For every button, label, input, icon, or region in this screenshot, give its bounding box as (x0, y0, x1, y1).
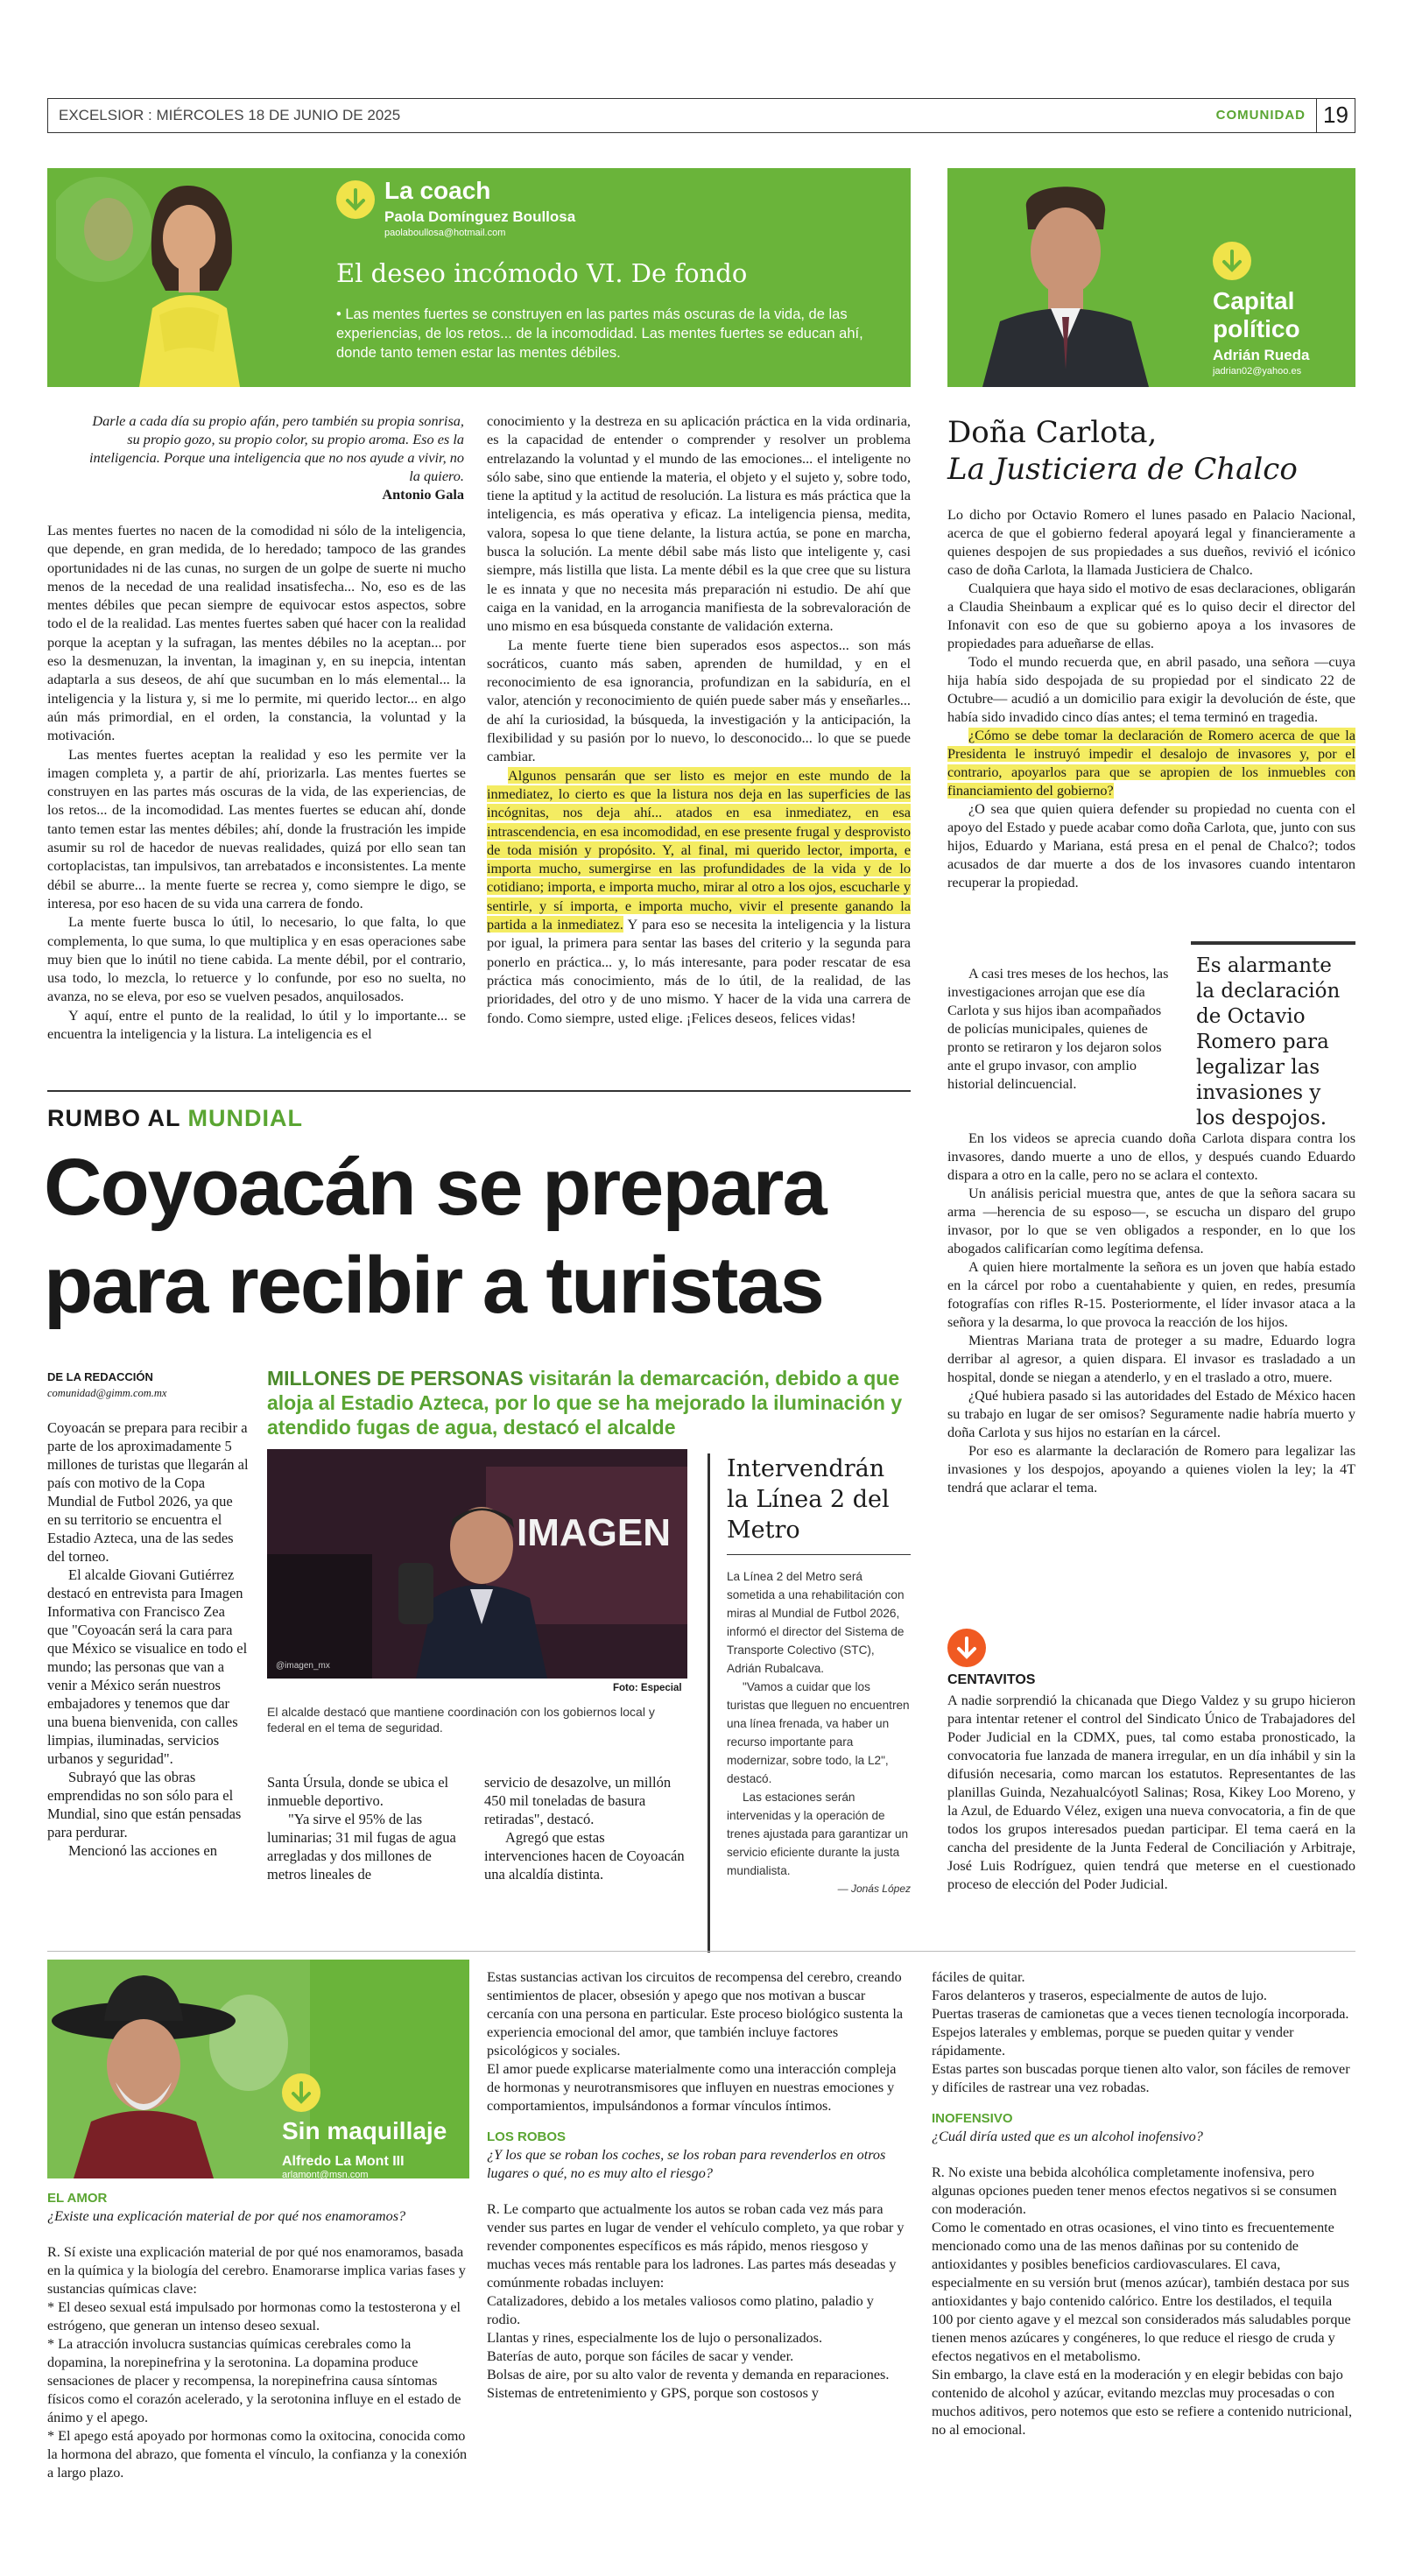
mundial-column-3 (484, 1773, 687, 1883)
column-name: Capital político (1213, 287, 1300, 342)
headline (44, 1138, 911, 1334)
paragraph: A nadie sorprendió la chicanada que Diego Valdez y su grupo hicieron para intentar retener el control del Sindicato Único de Trabajadores del Poder Judicial en la CDMX, pues, tal como estaba pronosticado, la convocatoria fue lanzada de manera irregular, en un día inhábil y sin la difusión necesaria, como marcan los estatutos. Representantes de las planillas Guinda, Nezahualcóyotl Salinas; Rosa, Kikey Loo Moreno, y la Azul, de Eduardo Vélez, exigen una nueva convocatoria, a fin de que todos los grupos interesados puedan participar. El tema caerá en la cancha del presidente de la Junta Federal de Conciliación y Arbitraje, José Luis Rodríguez, quien tendrá que meterse en el cuestionado proceso de elección del Poder Judicial. (947, 1693, 1355, 1892)
centavitos-label: CENTAVITOS (947, 1672, 1036, 1687)
section-kicker (47, 1105, 303, 1132)
title-line-2: La Justiciera de Chalco (947, 452, 1298, 487)
sinmaquillaje-banner (47, 1960, 469, 2178)
pull-quote (1191, 941, 1355, 1131)
paragraph: Cualquiera que haya sido el motivo de esas declaraciones, obligarán a Claudia Sheinbaum a explicar qué es lo quiso decir el director del Infonavit con eso de que su gobierno apoya a los invasores de propiedades para adueñarse de ellas. (947, 581, 1355, 651)
page-header (47, 98, 1355, 133)
amor-heading: EL AMOR (47, 2191, 108, 2206)
column-name: Sin maquillaje (282, 2117, 447, 2144)
byline: DE LA REDACCIÓN (47, 1370, 153, 1383)
list-item: Espejos laterales y emblemas, porque se pueden quitar y vender rápidamente. (932, 2024, 1294, 2059)
paragraph: ¿O sea que quien quiera defender su propiedad no cuenta con el apoyo del Estado y puede acabar como doña Carlota, que, junto con sus hijos, Eduardo y Mariana, está presa en el penal de Chalco?; todos acusados de dar muerte a dos de los invasores cuando intentaron recuperar la propiedad. (947, 801, 1355, 890)
author-name: Alfredo La Mont III (282, 2154, 405, 2169)
amor-bullet: * La atracción involucra sustancias químicas cerebrales como la dopamina, la norepinefrina y la serotonina. La dopamina produce sensaciones de placer y recompensa, la norepinefrina causa síntomas físicos como el corazón acelerado, y la serotonina influye en el estado de ánimo y el apego. (47, 2336, 461, 2425)
divider (47, 1090, 911, 1092)
epigraph-author: Antonio Gala (382, 486, 464, 503)
robos-answer: R. Le comparto que actualmente los autos se roban cada vez más para vender sus partes en lugar de vender el vehículo completo, ya que robar y revender componentes específicos es más rápido, menos riesgoso y muchas veces más rentable para los ladrones. Las partes más deseadas y comúnmente robadas incluyen: (487, 2201, 905, 2291)
inofensivo-answer: R. No existe una bebida alcohólica completamente inofensiva, pero algunas opciones pueden tener menos efectos negativos si se consumen con moderación. (932, 2164, 1337, 2217)
screen-word: IMAGEN (517, 1511, 671, 1554)
deck-lead: MILLONES DE PERSONAS (267, 1367, 524, 1390)
list-item: Estas partes son buscadas porque tienen alto valor, son fáciles de remover y difíciles de rastrear una vez robadas. (932, 2061, 1350, 2095)
capital-banner (947, 168, 1355, 387)
author-email: jadrian02@yahoo.es (1213, 366, 1302, 377)
sinmaquillaje-photo (47, 1960, 310, 2178)
capital-body-narrow (947, 965, 1177, 1094)
paragraph: La mente fuerte tiene bien superados esos aspectos... son más socráticos, cuanto más saben, aprenden de humildad, y en el reconocimiento de esa ignorancia, profundizan en la sabiduría, en el valor, atención y reconocimiento de quién puede saber más y enseñarles... de ahí la curiosidad, la búsqueda, la investigación y la anticipación, la flexibilidad y su pasión por lo nuevo, lo desconocido... lo que se puede cambiar. (487, 636, 911, 765)
kicker-text: RUMBO AL (47, 1105, 180, 1131)
coach-photo (56, 168, 319, 387)
highlighted-text: Algunos pensarán que ser listo es mejor en este mundo de la inmediatez, lo cierto es que la listura nos deja en las superficies de las incógnitas, nos deja ahí... atados en esa inmediatez, en esa intrascendencia, en esa incomodidad, en ese presente frugal y desprovisto de toda misión y propósito. Y, al final, mi querido lector, importa, e importa mucho, sumergirse en las profundidades de la vida y de lo cotidiano; importa, e importa mucho, mirar al otro a los ojos, escucharle y sentirle, y sí importa, e importa mucho, vivir el presente ganando la partida a la inmediatez. (487, 766, 911, 933)
paragraph: conocimiento y la destreza en su aplicación práctica en la vida ordinaria, es la capacidad de entender o comprender y resolver un problema entrelazando la voluntad y el mundo de las emociones... el inteligente no sólo sabe, sino que entiende la materia, el objeto y el sujeto y, sobre todo, tiene la aptitud y la actitud de resolución. La listura es más práctica que la inteligencia, es más operativa y eficaz. La inteligencia piensa, medita, valora, sopesa lo que tiene delante, la listura actúa, se pone en marcha, busca la solución. La mente débil sabe más listo que inteligente y, casi siempre, más listilla que lista. La mente débil es la que cree que su listura le es innata y que no necesita más preparación ni estudio. De ahí que caiga en la vanidad, en la arrogancia manifiesta de la sobrevaloración de uno mismo en esa búsqueda constante de validación externa. (487, 412, 911, 635)
arrow-down-icon (336, 180, 375, 219)
coach-column-2 (487, 412, 911, 1027)
article-photo (267, 1449, 687, 1679)
list-item: Bolsas de aire, por su alto valor de reventa y demanda en reparaciones. (487, 2367, 890, 2382)
highlighted-text: ¿Cómo se debe tomar la declaración de Romero acerca de que la Presidenta le instruyó impedir el desalojo de invasores y, por el contrario, apoyarlos para que se apropien de los inmuebles con financiamiento del gobierno? (947, 728, 1355, 799)
paragraph: servicio de desazolve, un millón 450 mil toneladas de basura retiradas", destacó. (484, 1774, 672, 1827)
paragraph: El amor puede explicarse materialmente como una interacción compleja de hormonas y neurotransmisores que influyen en nuestras emociones y comportamientos, impulsándonos a formar vínculos íntimos. (487, 2061, 897, 2114)
paragraph: El alcalde Giovani Gutiérrez destacó en entrevista para Imagen Informativa con Francisco Zea que "Coyoacán será la cara para que México se visualice en todo el mundo; las personas que van a venir a México serán nuestros embajadores y tenemos que dar una buena bienvenida, con calles limpias, iluminadas, servicios urbanos y seguridad". (47, 1566, 248, 1767)
paragraph: A casi tres meses de los hechos, las investigaciones arrojan que ese día Carlota y sus hijos iban acompañados de policías municipales, quienes de pronto se retiraron y los dejaron solos ante el grupo invasor, con amplio historial delincuencial. (947, 966, 1169, 1092)
edition-date: EXCELSIOR : MIÉRCOLES 18 DE JUNIO DE 2025 (59, 107, 401, 123)
sidebar-credit: — Jonás López (837, 1883, 911, 1895)
page-number: 19 (1316, 98, 1355, 133)
paragraph: Subrayó que las obras emprendidas no son sólo para el Mundial, sino que están pensadas para perdurar. (47, 1769, 242, 1841)
paragraph: Sin embargo, la clave está en la moderación y en elegir bebidas con bajo contenido de alcohol y azúcar, evitando mezclas muy procesadas o con muchos aditivos, pero notemos que esto se refiere a contenido nutricional, no al emocional. (932, 2367, 1353, 2438)
inofensivo-question: ¿Cuál diría usted que es un alcohol inofensivo? (932, 2129, 1203, 2144)
byline-email: comunidad@gimm.com.mx (47, 1387, 167, 1399)
paragraph: Coyoacán se prepara para recibir a parte de los aproximadamente 5 millones de turistas que llegarán al país con motivo de la Copa Mundial de Futbol 2026, ya que en su territorio se encuentra el Estadio Azteca, una de las sedes del torneo. (47, 1419, 249, 1565)
bottom-divider (47, 1951, 1355, 1952)
headline-line-1: Coyoacán se prepara (44, 1143, 826, 1232)
article-deck (267, 1366, 906, 1439)
amor-question: ¿Existe una explicación material de por qué nos enamoramos? (47, 2208, 406, 2224)
mundial-column-2 (267, 1773, 470, 1883)
paragraph: Por eso es alarmante la declaración de Romero para legalizar las invasiones y los despojos, apoyando a quienes violen la ley; la 4T tendrá que aclarar el tema. (947, 1443, 1355, 1496)
paragraph: Santa Úrsula, donde se ubica el inmueble deportivo. (267, 1774, 449, 1809)
paragraph: ¿Qué hubiera pasado si las autoridades del Estado de México hacen su trabajo en lugar de ser omisos? Seguramente nadie habría muerto y doña Carlota y sus hijos no estarían en la cárcel. (947, 1388, 1355, 1440)
title-line-1: Doña Carlota, (947, 415, 1158, 450)
amor-bullet: * El apego está apoyado por hormonas como la oxitocina, conocida como la hormona del abrazo, que fomenta el vínculo, la confianza y la conexión a largo plazo. (47, 2428, 468, 2481)
author-email: paolaboullosa@hotmail.com (384, 228, 506, 238)
paragraph: En los videos se aprecia cuando doña Carlota dispara contra los invasores, dando muerte a uno de ellos, y después cuando Eduardo dispara a otro en la calle, pero no se aclara el contexto. (947, 1130, 1355, 1183)
paragraph: Y aquí, entre el punto de la realidad, lo útil y lo importante... se encuentra la inteligencia y la listura. La inteligencia es el (47, 1006, 466, 1043)
list-item: Puertas traseras de camionetas que a veces tienen tecnología incorporada. (932, 2006, 1349, 2022)
mundial-column-1 (47, 1418, 249, 1860)
paragraph: Todo el mundo recuerda que, en abril pasado, una señora —cuya hija había sido despojada de su propiedad por el sindicato 22 de Octubre— acudió a un domicilio para exigir la devolución de éste, que había sido invadido cinco días antes; el tema terminó en tragedia. (947, 654, 1355, 725)
arrow-down-icon (1213, 242, 1251, 280)
paragraph-end: Y para eso se necesita la inteligencia y la listura por igual, la primera para sentar las bases del criterio y la segunda para ponerlo en práctica... y, lo más interesante, para poder rescatar de esa práctica más conocimiento, más de lo útil, de la realidad, de las prioridades, del otro y de uno mismo. Y hacer de la vida una carrera de fondo. Como siempre, usted elige. ¡Felices deseos, felices vidas! (487, 916, 911, 1026)
list-item: Sistemas de entretenimiento y GPS, porque son costosos y (487, 2385, 820, 2401)
sidebar-title: Intervendrán la Línea 2 del Metro (727, 1455, 890, 1544)
photo-caption: El alcalde destacó que mantiene coordinación con los gobiernos local y federal en el tema de seguridad. (267, 1705, 655, 1735)
author-email: arlamont@msn.com (282, 2170, 369, 2180)
paragraph: A quien hiere mortalmente la señora es un joven que había estado en la cárcel por robo a cuentahabiente y quien, en redes, presumía fotografías con rifles R-15. Posteriormente, el líder invasor ataca a la señora y la desarma, lo que provoca la reacción de los hijos. (947, 1259, 1355, 1330)
sinmaquillaje-column-1 (47, 2189, 469, 2482)
paragraph: Como le comentado en otras ocasiones, el vino tinto es frecuentemente mencionado como una de las menos dañinas por su contenido de antioxidantes y posibles beneficios cardiovasculares. El cava, especialmente en su versión brut (menos azúcar), también destaca por sus antioxidantes y bajo contenido calórico. Entre los destilados, el tequila 100 por ciento agave y el mezcal son considerados más saludables porque tienen menos azúcares y congéneres, lo que reduce el riesgo de cruda y efectos negativos en el metabolismo. (932, 2220, 1351, 2364)
inofensivo-heading: INOFENSIVO (932, 2111, 1013, 2126)
paragraph: La Línea 2 del Metro será sometida a una rehabilitación con miras al Mundial de Futbol 2026, informó el director del Sistema de Transporte Colectivo (STC), Adrián Rubalcava. (727, 1570, 905, 1675)
capital-title (947, 414, 1355, 488)
sidebar-title-rule (727, 1554, 911, 1555)
article-title: El deseo incómodo VI. De fondo (336, 258, 748, 288)
capital-photo (947, 168, 1184, 387)
paragraph: Mencionó las acciones en (68, 1842, 217, 1859)
amor-bullet: * El deseo sexual está impulsado por hormonas como la testosterona y el estrógeno, que generan un intenso deseo sexual. (47, 2299, 461, 2333)
coach-column-1 (47, 521, 466, 1043)
sidebar-rule (708, 1453, 710, 1953)
pull-quote-text: Es alarmante la declaración de Octavio Romero para legalizar las invasiones y los despojos. (1196, 954, 1341, 1130)
kicker-accent: MUNDIAL (187, 1105, 303, 1131)
paragraph: Un análisis pericial muestra que, antes de que la señora sacara su arma —herencia de su esposo—, se escucha un disparo del grupo invasor, por lo que se ven obligados a responder, en lo que los abogados calificarían como legítima defensa. (947, 1186, 1355, 1256)
amor-answer: R. Sí existe una explicación material de por qué nos enamoramos, basada en la química y la biología del cerebro. Enamorarse implica varias fases y sustancias químicas clave: (47, 2244, 466, 2297)
epigraph (88, 412, 464, 503)
sinmaquillaje-column-2 (487, 1968, 911, 2403)
list-item: Catalizadores, debido a los metales valiosos como platino, paladio y rodio. (487, 2293, 874, 2327)
deck-text: visitarán la demarcación, debido a que aloja al Estadio Azteca, por lo que se ha mejorado la iluminación y atendido fugas de agua, destacó el alcalde (267, 1367, 903, 1439)
capital-body-top (947, 506, 1355, 892)
epigraph-text: Darle a cada día su propio afán, pero también su propia sonrisa, su propio gozo, su propio color, su propio aroma. Eso es la inteligencia. Porque una inteligencia que no nos ayude a vivir, no la quiero. (88, 412, 464, 484)
paragraph: "Ya sirve el 95% de las luminarias; 31 mil fugas de agua arregladas y dos millones de metros lineales de (267, 1811, 456, 1883)
paragraph: Lo dicho por Octavio Romero el lunes pasado en Palacio Nacional, acerca de que el gobierno federal apoyará legal y financieramente a quienes despojen de sus propiedades a sus dueños, revivió el icónico caso de doña Carlota, la llamada Justiciera de Chalco. (947, 507, 1355, 578)
capital-body-bottom (947, 1130, 1355, 1497)
paragraph: Las mentes fuertes aceptan la realidad y eso les permite ver la imagen completa y, a partir de ahí, priorizarla. Las mentes fuertes se construyen en las partes más oscuras de la vida, de las experiencias, de los retos... de la incomodidad. Las mentes fuertes se educan ahí, donde tanto temen estar las mentes débiles; ahí, donde la frustración les impide asumir su rol de hacedor de nuevas realidades, quizá por ello sean tan cortoplacistas, tan impulsivos, tan arrebatados e inconsistentes. La mente débil se aburre... la mente fuerte se recrea y, como siempre le digo, se interesa, por eso hacen de su vida una carrera de fondo. (47, 745, 466, 911)
article-deck: • Las mentes fuertes se construyen en las partes más oscuras de la vida, de las experiencias, de los retos... de la incomodidad. Las mentes fuertes se educan ahí, donde tanto temen estar las mentes débiles. (336, 306, 863, 361)
author-name: Adrián Rueda (1213, 347, 1310, 363)
paragraph: Las mentes fuertes no nacen de la comodidad ni sólo de la inteligencia, que depende, en gran medida, de lo heredado; tampoco de las grandes oportunidades ni de las cunas, no surgen de un golpe de suerte ni mucho menos de la necedad de una realidad insatisfecha... No, eso es de las mentes débiles que pecan siempre de equivocar estos aspectos, sobre todo el de la realidad. Las mentes fuertes saben qué hacer con la realidad porque la aceptan y la sufragan, las mentes débiles no la aceptan... por eso la desmenuzan, la inventan, la imaginan y, en su inepcia, intentan adaptarla a sus deseos, de ahí que sucumban en lo más elemental... la inteligencia y la listura y, si me lo permite, mi querido lector... en algo aún más primordial, en el orden, la constancia, la voluntad y la motivación. (47, 522, 466, 744)
paragraph: Las estaciones serán intervenidas y la operación de trenes ajustada para garantizar un servicio eficiente durante la justa mundialista. (727, 1791, 909, 1877)
screen-logo: @imagen_mx (276, 1661, 330, 1671)
sinmaquillaje-column-3 (932, 1968, 1355, 2439)
paragraph: Estas sustancias activan los circuitos de recompensa del cerebro, creando sentimientos de placer, obsesión y apego que nos motivan a buscar cercanía con una persona en particular. Este proceso biológico sustenta la experiencia emocional del amor, que también incluye factores psicológicos y sociales. (487, 1969, 904, 2059)
sidebar-body (727, 1567, 911, 1898)
photo-credit: Foto: Especial (613, 1683, 682, 1693)
list-item: fáciles de quitar. (932, 1969, 1025, 1985)
headline-line-2: para recibir a turistas (44, 1241, 823, 1330)
arrow-down-icon (282, 2073, 320, 2112)
paragraph: Mientras Mariana trata de proteger a su madre, Eduardo logra derribar al agresor, a quien dispara. El invasor es trasladado a un hospital, donde se niegan a atenderlo, y en el traslado a otro, muere. (947, 1333, 1355, 1385)
paragraph: Agregó que estas intervenciones hacen de Coyoacán una alcaldía distinta. (484, 1829, 685, 1883)
centavitos-icon (947, 1629, 986, 1667)
section-name: COMUNIDAD (1215, 108, 1306, 123)
paragraph: "Vamos a cuidar que los turistas que lleguen no encuentren una línea frenada, va haber un recurso importante para modernizar, sobre todo, la L2", destacó. (727, 1680, 910, 1785)
list-item: Faros delanteros y traseros, especialmente de autos de lujo. (932, 1988, 1267, 2003)
paragraph: La mente fuerte busca lo útil, lo necesario, lo que falta, lo que complementa, lo que suma, lo que multiplica y en esas operaciones sabe muy bien que lo inútil no tiene cabida. La mente débil, por el contrario, usa todo, lo mezcla, lo retuerce y lo confunde, por eso no suelta, no avanza, no se eleva, por eso se vuelven pesados, anquilosados. (47, 913, 466, 1005)
robos-heading: LOS ROBOS (487, 2129, 567, 2144)
list-item: Llantas y rines, especialmente los de lujo o personalizados. (487, 2330, 822, 2346)
column-name: La coach (384, 177, 491, 204)
centavitos-body (947, 1692, 1355, 1894)
robos-question: ¿Y los que se roban los coches, se los roban para revenderlos en otros lugares o qué, no es muy alto el riesgo? (487, 2147, 886, 2181)
author-name: Paola Domínguez Boullosa (384, 208, 576, 225)
list-item: Baterías de auto, porque son fáciles de sacar y vender. (487, 2348, 794, 2364)
coach-banner (47, 168, 911, 387)
